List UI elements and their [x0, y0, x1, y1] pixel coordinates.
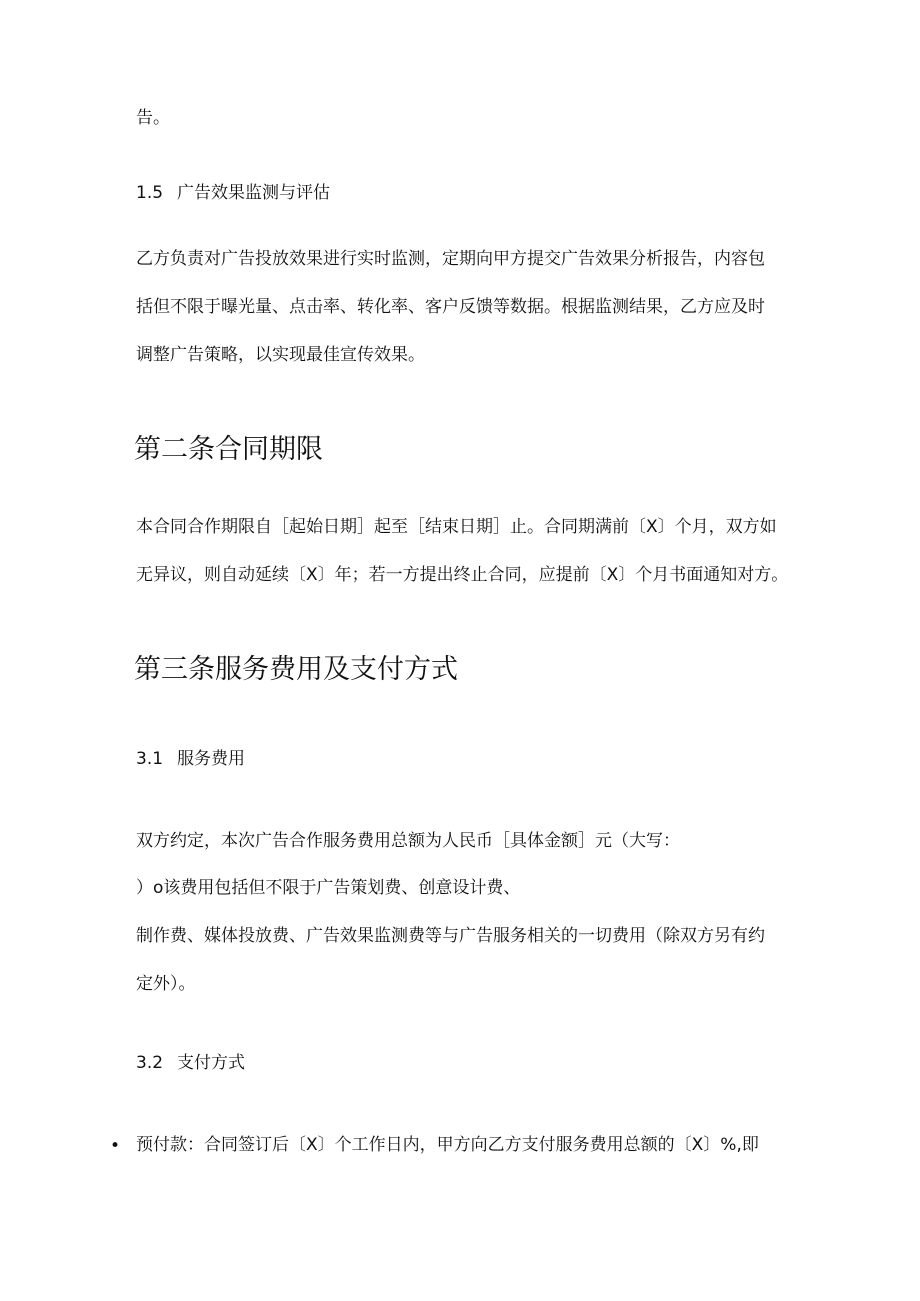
- section-title: 支付方式: [177, 1053, 246, 1073]
- article-heading-3: 第三条服务费用及支付方式: [134, 654, 458, 685]
- paragraph-line: 本合同合作期限自［起始日期］起至［结束日期］止。合同期满前〔X〕个月，双方如: [136, 517, 777, 537]
- article-heading-2: 第二条合同期限: [134, 434, 323, 465]
- section-title: 服务费用: [177, 749, 246, 769]
- section-heading-3-2: [136, 1055, 245, 1072]
- section-title: 广告效果监测与评估: [177, 183, 331, 203]
- section-number: 3.1: [136, 749, 164, 769]
- paragraph-line: 乙方负责对广告投放效果进行实时监测，定期向甲方提交广告效果分析报告，内容包: [136, 249, 765, 269]
- paragraph-line: 无异议，则自动延续〔X〕年；若一方提出终止合同，应提前〔X〕个月书面通知对方。: [136, 565, 789, 585]
- paragraph-line: 双方约定，本次广告合作服务费用总额为人民币［具体金额］元（大写：: [136, 831, 680, 851]
- paragraph-line: ）o该费用包括但不限于广告策划费、创意设计费、: [136, 878, 521, 898]
- section-heading-3-1: [136, 751, 245, 768]
- section-number: 3.2: [136, 1053, 164, 1073]
- paragraph-line: 告。: [136, 108, 170, 128]
- section-number: 1.5: [136, 183, 164, 203]
- paragraph-line: 定外）。: [136, 974, 196, 994]
- bullet-icon: •: [110, 1136, 121, 1156]
- paragraph-line: 括但不限于曝光量、点击率、转化率、客户反馈等数据。根据监测结果，乙方应及时: [136, 297, 765, 317]
- section-heading-1-5: [136, 185, 330, 202]
- paragraph-line: 制作费、媒体投放费、广告效果监测费等与广告服务相关的一切费用（除双方另有约: [136, 926, 765, 946]
- list-item: 预付款：合同签订后〔X〕个工作日内，甲方向乙方支付服务费用总额的〔X〕%,即: [136, 1135, 759, 1155]
- paragraph-line: 调整广告策略，以实现最佳宣传效果。: [136, 345, 425, 365]
